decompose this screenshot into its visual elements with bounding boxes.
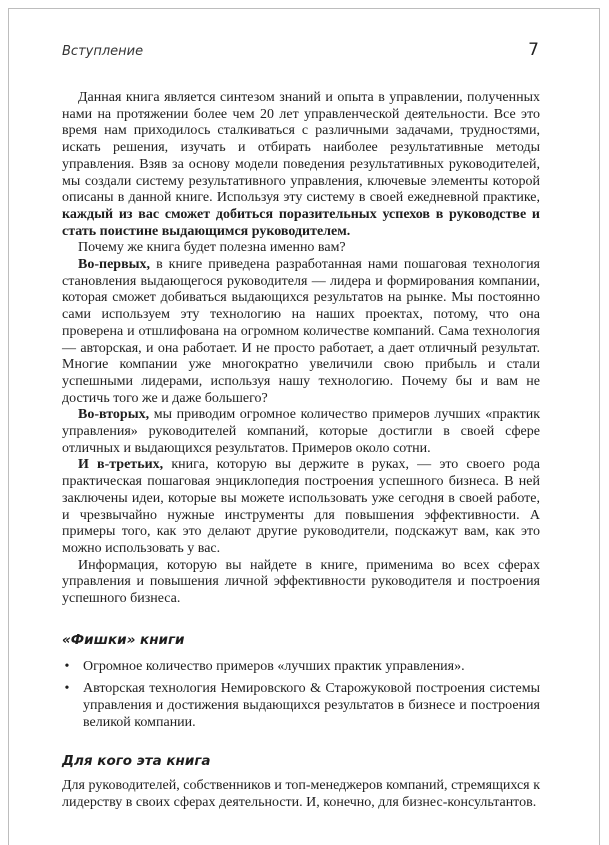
list-item <box>62 659 540 676</box>
second-reason-paragraph <box>62 407 540 457</box>
third-reason-text: книга, которую вы держите в руках, — это своего рода практическая пошаговая энциклопедия построения успешного бизнеса. В ней заключены идеи, которые вы можете использовать уже сегодня в своей работе, и чрезвычайно нужные инструменты для повышения эффективности. А примеры того, как это делают другие руководители, подскажут вам, как это можно использовать у вас. <box>62 457 540 556</box>
first-reason-lead: Во-первых, <box>78 257 151 273</box>
list-item-text: Огромное количество примеров «лучших практик управления». <box>83 658 465 674</box>
intro-paragraph-6: Информация, которую вы найдете в книге, применима во всех сферах управления и повышения личной эффективности руководителя и построения успешного бизнеса. <box>62 557 540 607</box>
page-body <box>62 90 540 811</box>
first-reason-text: в книге приведена разработанная нами пошаговая технология становления выдающегося руководителя — лидера и формирования компании, которая сможет добиваться выдающихся результатов на рынке. Мы постоянно сами используем эту технологию на наших проектах, потому, что она проверена и отшлифована на огромном количестве компаний. Сама технология — авторская, и она работает. И не просто работает, а дает отличный результат. Многие компании уже многократно увеличили свою прибыль и стали успешными лидерами, используя нашу технологию. Почему бы и вам не достичь того же и даже большего? <box>62 257 540 406</box>
third-reason-paragraph <box>62 457 540 557</box>
intro-paragraph-1-text: Данная книга является синтезом знаний и опыта в управлении, полученных нами на протяжении более чем 20 лет управленческой деятельности. Все это время нам приходилось сталкиваться с различными задачами, трудностями, искать решения, изучать и отбирать наиболее результативные методы управления. Взяв за основу модели поведения результативных руководителей, мы создали систему результативного управления, ключевые элементы которой описаны в данной книге. Используя эту систему в своей ежедневной практике, <box>62 90 540 206</box>
features-list <box>62 659 540 732</box>
first-reason-paragraph <box>62 257 540 407</box>
intro-paragraph-1 <box>62 90 540 240</box>
bullet-icon: • <box>64 681 70 697</box>
audience-paragraph: Для руководителей, собственников и топ-менеджеров компаний, стремящихся к лидерству в своих сферах деятельности. И, конечно, для бизнес-консультантов. <box>62 778 540 810</box>
third-reason-lead: И в-третьих, <box>78 457 164 473</box>
page-number: 7 <box>528 40 539 60</box>
intro-paragraph-1-emphasis: каждый из вас сможет добиться поразительных успехов в руководстве и стать поистине выдающимся руководителем. <box>62 206 540 239</box>
list-item-text: Авторская технология Немировского & Старожуковой построения системы управления и достижения выдающихся результатов в бизнесе и построения великой компании. <box>83 681 540 730</box>
second-reason-lead: Во-вторых, <box>78 407 150 423</box>
bullet-icon: • <box>64 658 70 674</box>
second-reason-text: мы приводим огромное количество примеров лучших «практик управления» руководителей компаний, которые достигли в своей сфере отличных и выдающихся результатов. Примеров около сотни. <box>62 407 540 456</box>
running-header: Вступление <box>62 44 144 59</box>
audience-heading: Для кого эта книга <box>62 753 211 770</box>
intro-paragraph-2: Почему же книга будет полезна именно вам? <box>78 240 346 256</box>
list-item <box>62 681 540 731</box>
features-heading: «Фишки» книги <box>62 631 185 648</box>
